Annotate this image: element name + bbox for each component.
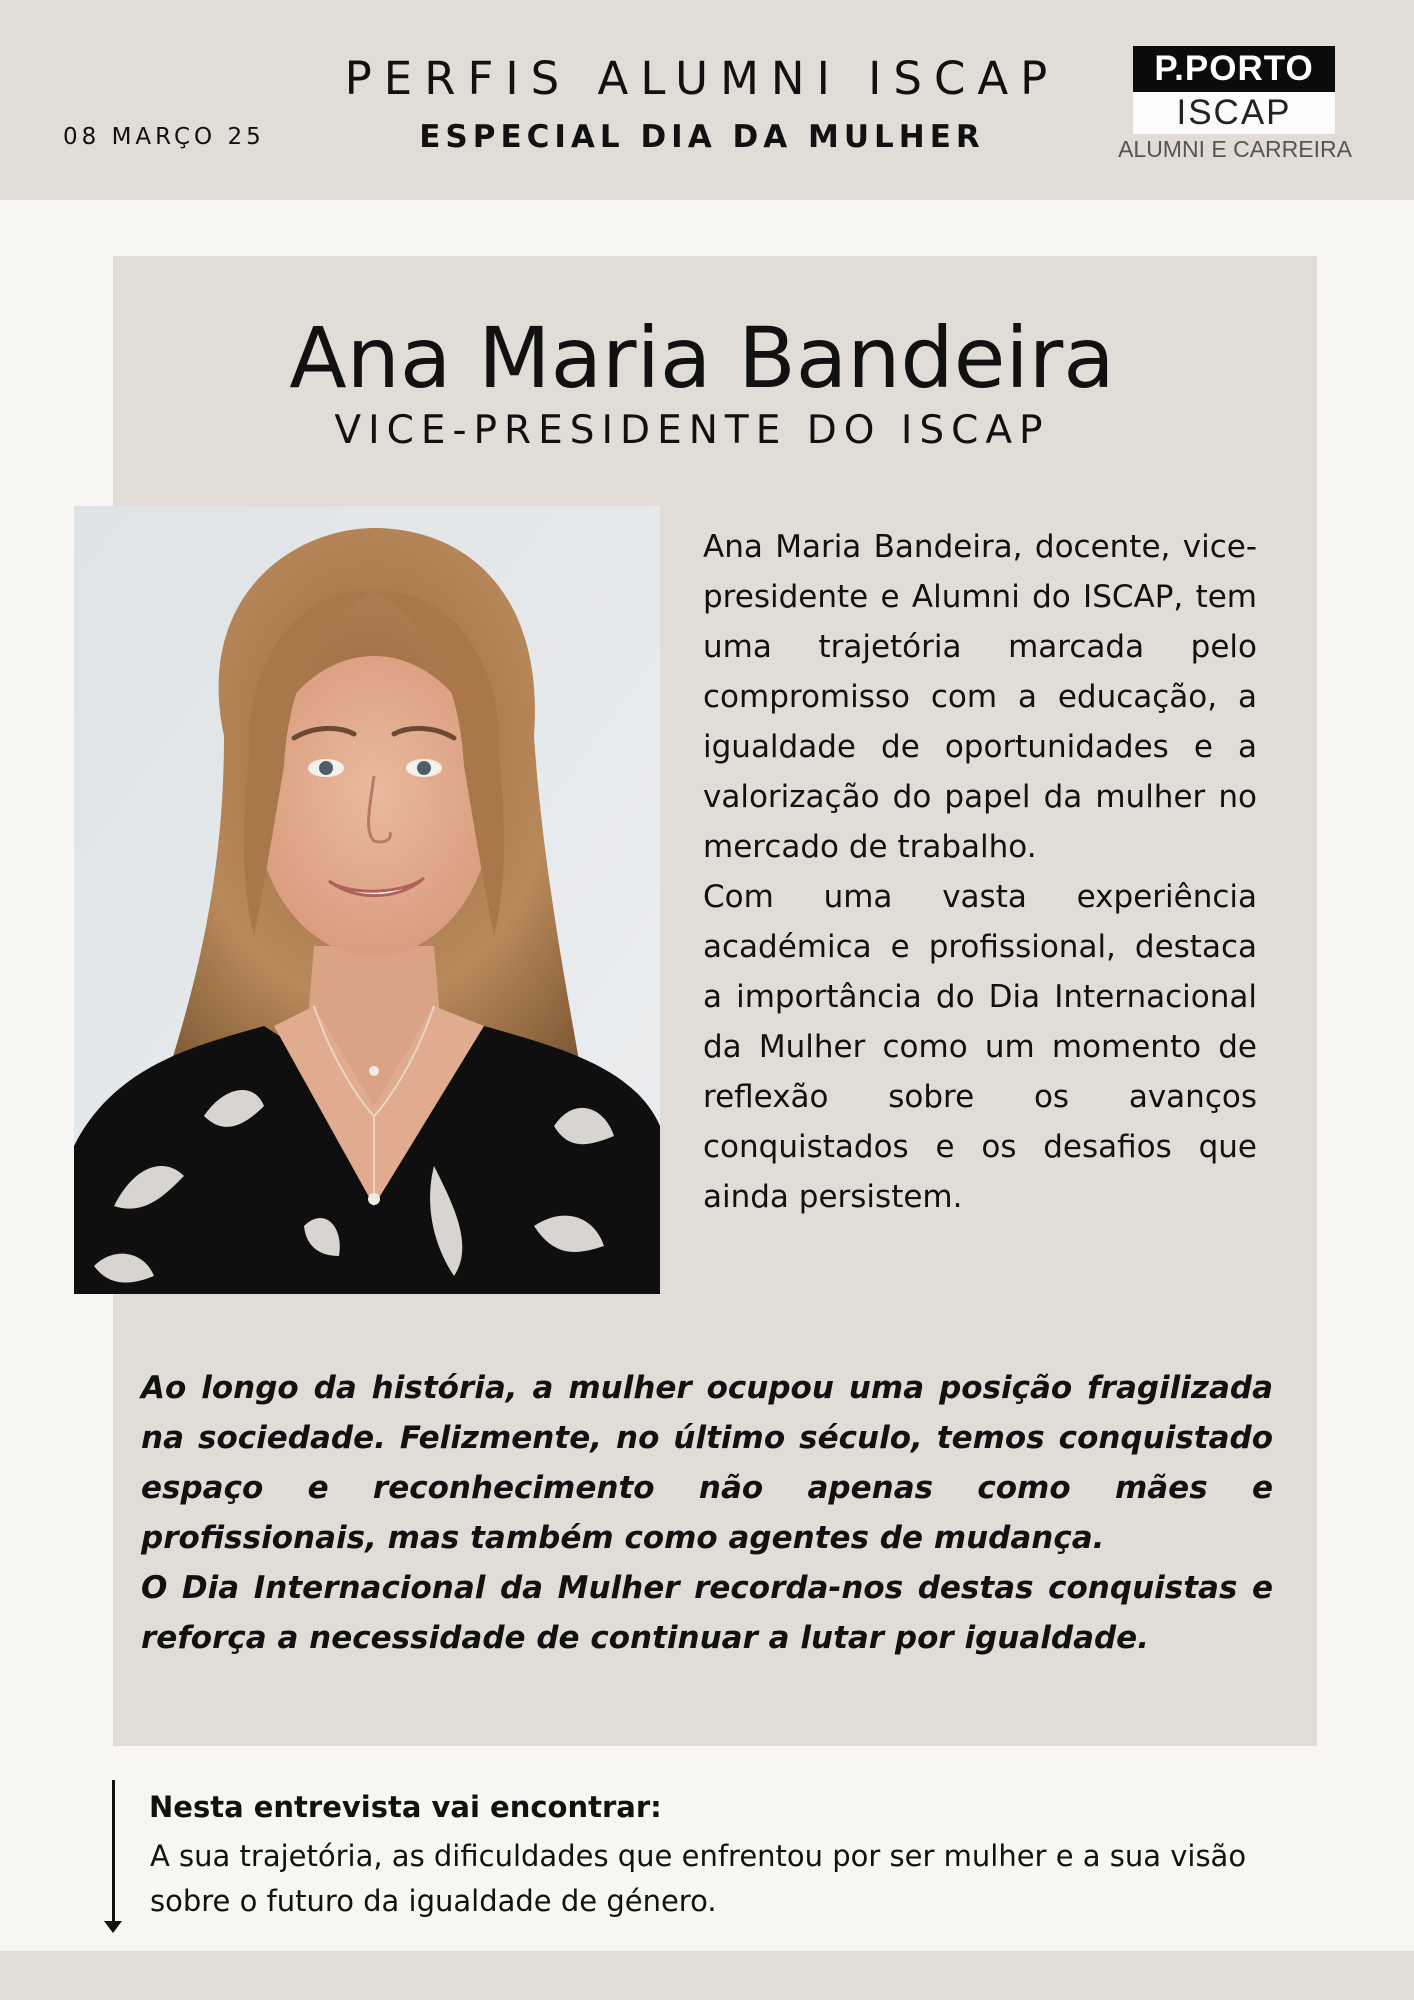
interview-summary: A sua trajetória, as dificuldades que enfrentou por ser mulher e a sua visão sobre o futuro da igualdade de género. xyxy=(150,1839,1247,1918)
alumni-carreira-logo-text: ALUMNI E CARREIRA xyxy=(1118,136,1352,162)
iscap-logo: ISCAP xyxy=(1133,92,1335,134)
quote-paragraph: O Dia Internacional da Mulher recorda-nos destas conquistas e reforça a necessidade de continuar a lutar por igualdade. xyxy=(141,1570,1273,1656)
quote-paragraph: Ao longo da história, a mulher ocupou uma posição fragilizada na sociedade. Felizmente, no último século, temos conquistado espaço e reconhecimento não apenas como mães e profissionais, mas também como agentes de mudança. xyxy=(141,1370,1273,1556)
profile-name: Ana Maria Bandeira xyxy=(289,309,1115,407)
bio-paragraph: Com uma vasta experiência académica e profissional, destaca a importância do Dia Internacional da Mulher como um momento de reflexão sobre os avanços conquistados e os desafios que ainda persistem. xyxy=(703,879,1257,1215)
down-arrow-line xyxy=(112,1780,115,1930)
series-title: PERFIS ALUMNI ISCAP xyxy=(344,52,1060,105)
bio-paragraph: Ana Maria Bandeira, docente, vice-presidente e Alumni do ISCAP, tem uma trajetória marcada pelo compromisso com a educação, a igualdade de oportunidades e a valorização do papel da mulher no mercado de trabalho. xyxy=(703,529,1257,865)
special-edition-subtitle: ESPECIAL DIA DA MULHER xyxy=(419,119,985,155)
interview-heading: Nesta entrevista vai encontrar: xyxy=(149,1790,662,1824)
profile-quote xyxy=(141,1363,1273,1663)
down-arrow-icon xyxy=(104,1921,122,1933)
profile-role: VICE-PRESIDENTE DO ISCAP xyxy=(334,408,1050,453)
page-footer-band xyxy=(0,1951,1414,2000)
portrait-photo xyxy=(74,506,660,1294)
publication-date: 08 MARÇO 25 xyxy=(63,124,265,150)
page-header xyxy=(0,0,1414,200)
pporto-logo: P.PORTO xyxy=(1133,46,1335,92)
profile-bio xyxy=(703,522,1257,1222)
